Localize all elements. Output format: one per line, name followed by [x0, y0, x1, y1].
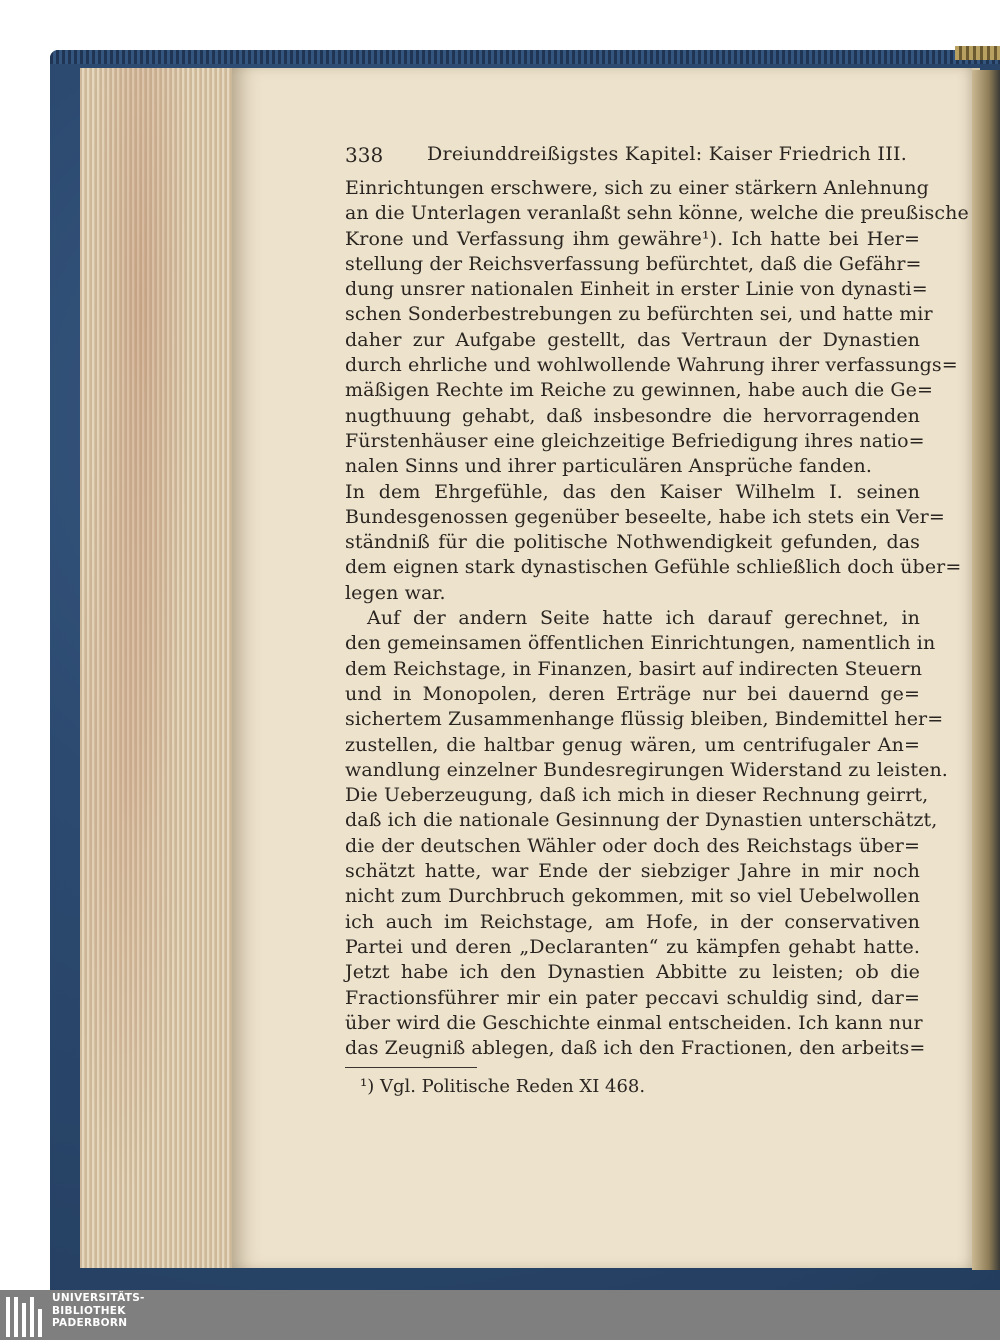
library-name-line: PADERBORN: [52, 1317, 128, 1329]
footnote: ¹) Vgl. Politische Reden XI 468.: [360, 1076, 646, 1097]
footnote-rule: [345, 1067, 477, 1068]
text-line: ich auch im Reichstage, am Hofe, in der conservativen: [345, 910, 920, 933]
text-line: Krone und Verfassung ihm gewähre¹). Ich hatte bei Her=: [345, 227, 920, 250]
text-line: dung unsrer nationalen Einheit in erster Linie von dynasti=: [345, 278, 928, 301]
text-line: zustellen, die haltbar genug wären, um centrifugaler An=: [345, 733, 920, 756]
text-line: Bundesgenossen gegenüber beseelte, habe ich stets ein Ver=: [345, 505, 945, 528]
cover-edge: [50, 50, 1000, 64]
gilt-edge: [955, 46, 1000, 60]
text-line: Auf der andern Seite hatte ich darauf gerechnet, in: [367, 607, 920, 630]
library-name-line: BIBLIOTHEK: [52, 1304, 126, 1317]
text-line: nicht zum Durchbruch gekommen, mit so viel Uebelwollen: [345, 885, 920, 908]
text-line: Partei und deren „Declaranten“ zu kämpfen gehabt hatte.: [345, 935, 920, 958]
text-line: In dem Ehrgefühle, das den Kaiser Wilhelm I. seinen: [345, 480, 920, 503]
text-line: und in Monopolen, deren Erträge nur bei dauernd ge=: [345, 682, 920, 705]
text-line: daß ich die nationale Gesinnung der Dynastien unterschätzt,: [345, 809, 938, 832]
page-right-edge: [972, 70, 1000, 1270]
library-footer: [0, 1290, 1000, 1340]
text-line: über wird die Geschichte einmal entscheiden. Ich kann nur: [345, 1011, 923, 1034]
text-line: das Zeugniß ablegen, daß ich den Fractionen, den arbeits=: [345, 1037, 926, 1060]
library-name-line: UNIVERSITÄTS-: [52, 1292, 145, 1304]
page-stack-edge: [80, 68, 232, 1268]
library-logo-icon: [6, 1297, 44, 1337]
text-line: Einrichtungen erschwere, sich zu einer stärkern Anlehnung: [345, 177, 929, 199]
library-name: [52, 1292, 145, 1330]
text-line: durch ehrliche und wohlwollende Wahrung ihrer verfassungs=: [345, 354, 958, 377]
text-line: nugthuung gehabt, daß insbesondre die hervorragenden: [345, 404, 920, 427]
text-line: an die Unterlagen veranlaßt sehn könne, welche die preußische: [345, 202, 969, 225]
text-line: Jetzt habe ich den Dynastien Abbitte zu leisten; ob die: [345, 961, 920, 984]
text-line: dem Reichstage, in Finanzen, basirt auf indirecten Steuern: [345, 657, 923, 680]
text-line: sichertem Zusammenhange flüssig bleiben, Bindemittel her=: [345, 708, 944, 731]
text-line: den gemeinsamen öffentlichen Einrichtungen, namentlich in: [345, 632, 936, 655]
text-line: legen war.: [345, 581, 446, 604]
text-line: nalen Sinns und ihrer particulären Ansprüche fanden.: [345, 455, 872, 478]
text-line: Fürstenhäuser eine gleichzeitige Befriedigung ihres natio=: [345, 429, 925, 452]
body-text: [345, 176, 969, 1061]
text-line: ständniß für die politische Nothwendigkeit gefunden, das: [345, 531, 920, 554]
text-line: schen Sonderbestrebungen zu befürchten sei, und hatte mir: [345, 303, 933, 326]
text-line: stellung der Reichsverfassung befürchtet, daß die Gefähr=: [345, 252, 922, 275]
page-number: 338: [345, 143, 384, 167]
text-line: dem eignen stark dynastischen Gefühle schließlich doch über=: [345, 556, 962, 579]
text-line: daher zur Aufgabe gestellt, das Vertraun der Dynastien: [345, 328, 920, 351]
text-line: schätzt hatte, war Ende der siebziger Jahre in mir noch: [345, 860, 920, 883]
text-line: Die Ueberzeugung, daß ich mich in dieser Rechnung geirrt,: [345, 784, 929, 807]
text-line: mäßigen Rechte im Reiche zu gewinnen, habe auch die Ge=: [345, 379, 933, 402]
text-line: die der deutschen Wähler oder doch des Reichstags über=: [345, 834, 920, 857]
text-line: Fractionsführer mir ein pater peccavi schuldig sind, dar=: [345, 986, 920, 1009]
page-header: [345, 143, 908, 173]
running-title: Dreiunddreißigstes Kapitel: Kaiser Friedrich III.: [427, 143, 908, 165]
text-line: wandlung einzelner Bundesregirungen Widerstand zu leisten.: [345, 758, 948, 781]
